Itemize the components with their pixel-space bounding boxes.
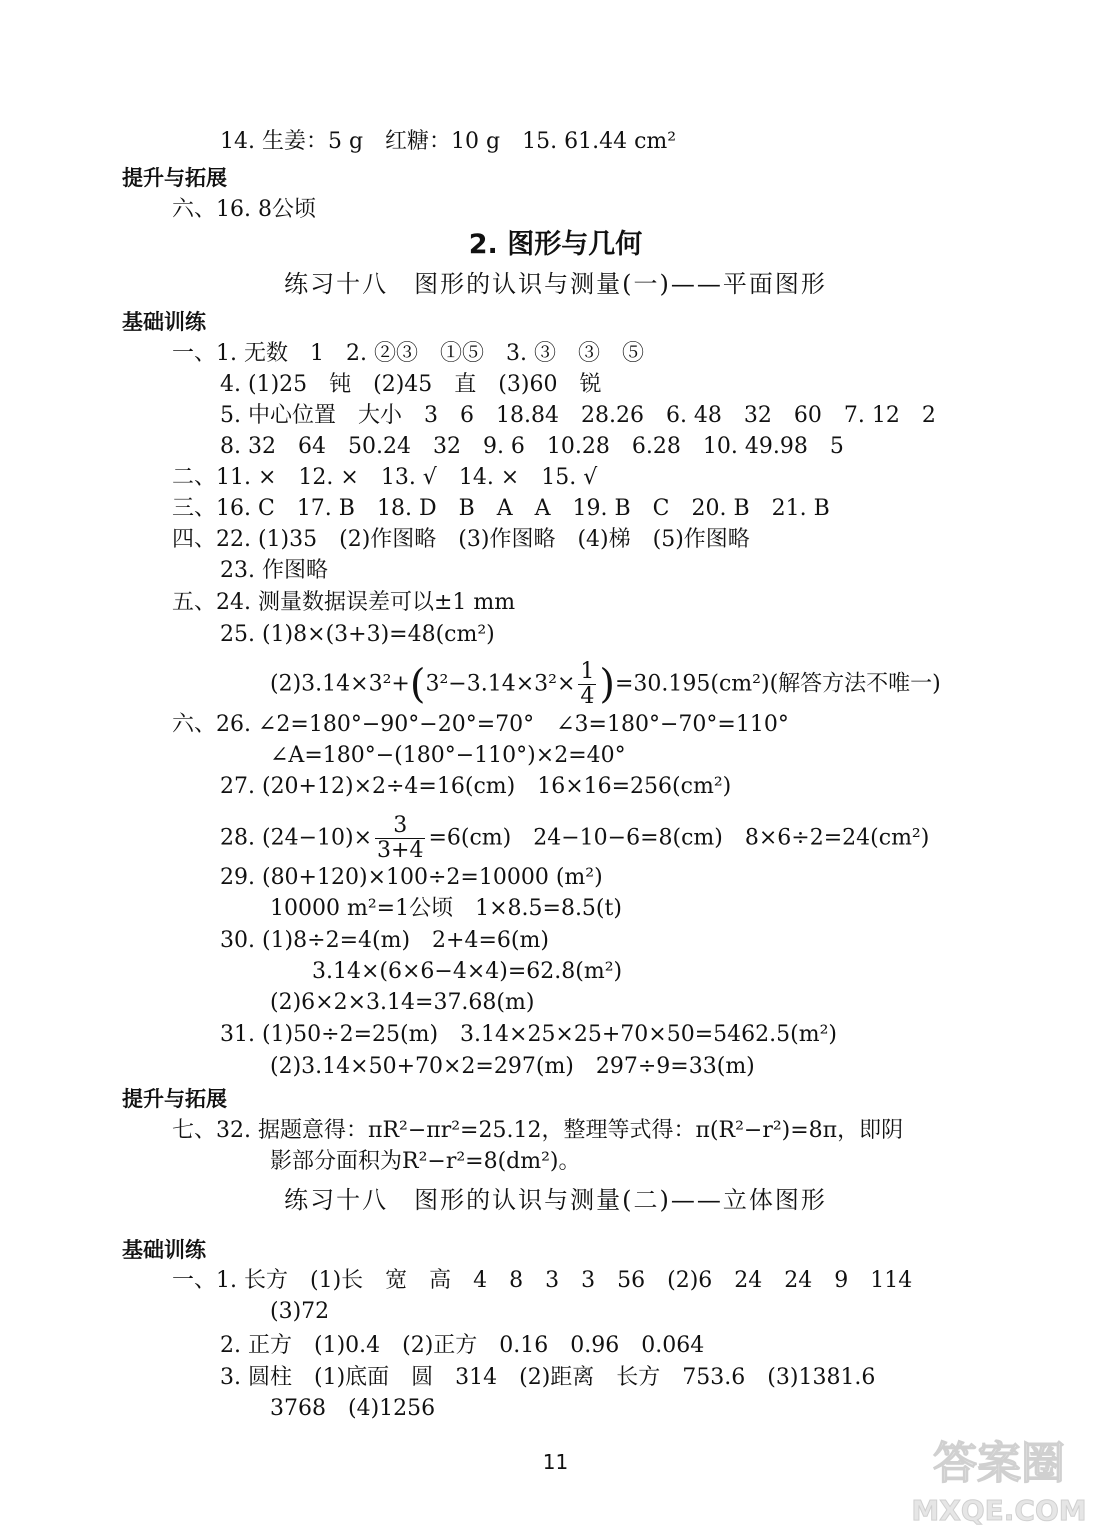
watermark-logo bbox=[899, 1420, 1099, 1530]
answer-line: 5. 中心位置 大小 3 6 18.84 28.26 6. 48 32 60 7. 12 2 bbox=[220, 403, 936, 428]
formula-28-suffix: =6(cm) 24−10−6=8(cm) 8×6÷2=24(cm²) bbox=[428, 825, 930, 851]
answer-line: 一、1. 长方 (1)长 宽 高 4 8 3 3 56 (2)6 24 24 9 114 bbox=[172, 1268, 913, 1293]
answer-line: 三、16. C 17. B 18. D B A A 19. B C 20. B 21. B bbox=[172, 496, 830, 521]
answer-line: 10000 m²=1公顷 1×8.5=8.5(t) bbox=[270, 896, 622, 921]
fraction bbox=[375, 814, 425, 863]
chapter-title: 2. 图形与几何 bbox=[468, 229, 643, 260]
answer-line: (2)6×2×3.14=37.68(m) bbox=[270, 990, 535, 1015]
answer-line: 3. 圆柱 (1)底面 圆 314 (2)距离 长方 753.6 (3)1381.6 bbox=[220, 1365, 876, 1390]
answer-line: 23. 作图略 bbox=[220, 558, 328, 583]
answer-line: ∠A=180°−(180°−110°)×2=40° bbox=[270, 743, 626, 768]
answer-line: 3.14×(6×6−4×4)=62.8(m²) bbox=[312, 959, 623, 984]
page-number: 11 bbox=[542, 1450, 569, 1474]
formula-25-prefix: (2)3.14×3²+ bbox=[270, 671, 410, 697]
section-heading-advanced: 提升与拓展 bbox=[122, 166, 227, 190]
formula-28-prefix: (24−10)× bbox=[262, 825, 373, 851]
fraction-numerator: 3 bbox=[375, 814, 425, 839]
answer-line: 影部分面积为R²−r²=8(dm²)。 bbox=[270, 1149, 581, 1174]
answer-line: (3)72 bbox=[270, 1299, 330, 1324]
watermark-url: MXQE.COM bbox=[911, 1494, 1087, 1527]
answer-line: 25. (1)8×(3+3)=48(cm²) bbox=[220, 622, 495, 647]
practice-title-solid: 练习十八 图形的认识与测量(二)——立体图形 bbox=[284, 1186, 827, 1214]
answer-line: 14. 生姜：5 g 红糖：10 g 15. 61.44 cm² bbox=[220, 129, 677, 154]
answer-line: 一、1. 无数 1 2. ②③ ①⑤ 3. ③ ③ ⑤ bbox=[172, 341, 644, 366]
answer-line: 六、16. 8公顷 bbox=[172, 197, 316, 222]
formula-25-part2 bbox=[270, 660, 941, 709]
answer-line: 4. (1)25 钝 (2)45 直 (3)60 锐 bbox=[220, 372, 602, 397]
answer-line: 8. 32 64 50.24 32 9. 6 10.28 6.28 10. 49.98 5 bbox=[220, 434, 844, 459]
formula-25-inner: 3²−3.14×3²× bbox=[425, 671, 576, 697]
answer-line: 3768 (4)1256 bbox=[270, 1396, 436, 1421]
formula-28 bbox=[220, 814, 929, 863]
paren-right: ) bbox=[599, 661, 615, 708]
section-heading-advanced-2: 提升与拓展 bbox=[122, 1087, 227, 1111]
formula-28-label: 28. bbox=[220, 825, 255, 851]
fraction-numerator: 1 bbox=[580, 659, 595, 684]
fraction-denominator: 4 bbox=[580, 684, 595, 709]
fraction-denominator: 3+4 bbox=[377, 838, 424, 863]
practice-title-plane: 练习十八 图形的认识与测量(一)——平面图形 bbox=[284, 270, 827, 298]
paren-left: ( bbox=[409, 661, 426, 708]
answer-line: 五、24. 测量数据误差可以±1 mm bbox=[172, 590, 516, 615]
answer-line: 四、22. (1)35 (2)作图略 (3)作图略 (4)梯 (5)作图略 bbox=[172, 527, 750, 552]
watermark-text: 答案圈 bbox=[933, 1438, 1065, 1489]
formula-25-suffix: =30.195(cm²)(解答方法不唯一) bbox=[614, 671, 941, 697]
answer-line: 31. (1)50÷2=25(m) 3.14×25×25+70×50=5462.5(m²) bbox=[220, 1022, 837, 1047]
section-heading-basic: 基础训练 bbox=[122, 310, 206, 334]
answer-line: 七、32. 据题意得：πR²−πr²=25.12，整理等式得：π(R²−r²)=8π，即阴 bbox=[172, 1118, 904, 1143]
answer-line: 30. (1)8÷2=4(m) 2+4=6(m) bbox=[220, 928, 549, 953]
answer-line: 二、11. × 12. × 13. √ 14. × 15. √ bbox=[172, 465, 598, 490]
answer-line: 27. (20+12)×2÷4=16(cm) 16×16=256(cm²) bbox=[220, 774, 732, 799]
section-heading-basic-2: 基础训练 bbox=[122, 1238, 206, 1262]
fraction bbox=[578, 660, 596, 709]
answer-line: (2)3.14×50+70×2=297(m) 297÷9=33(m) bbox=[270, 1054, 755, 1079]
answer-line: 29. (80+120)×100÷2=10000 (m²) bbox=[220, 865, 603, 890]
answer-line: 2. 正方 (1)0.4 (2)正方 0.16 0.96 0.064 bbox=[220, 1333, 705, 1358]
answer-line: 六、26. ∠2=180°−90°−20°=70° ∠3=180°−70°=110° bbox=[172, 712, 789, 737]
